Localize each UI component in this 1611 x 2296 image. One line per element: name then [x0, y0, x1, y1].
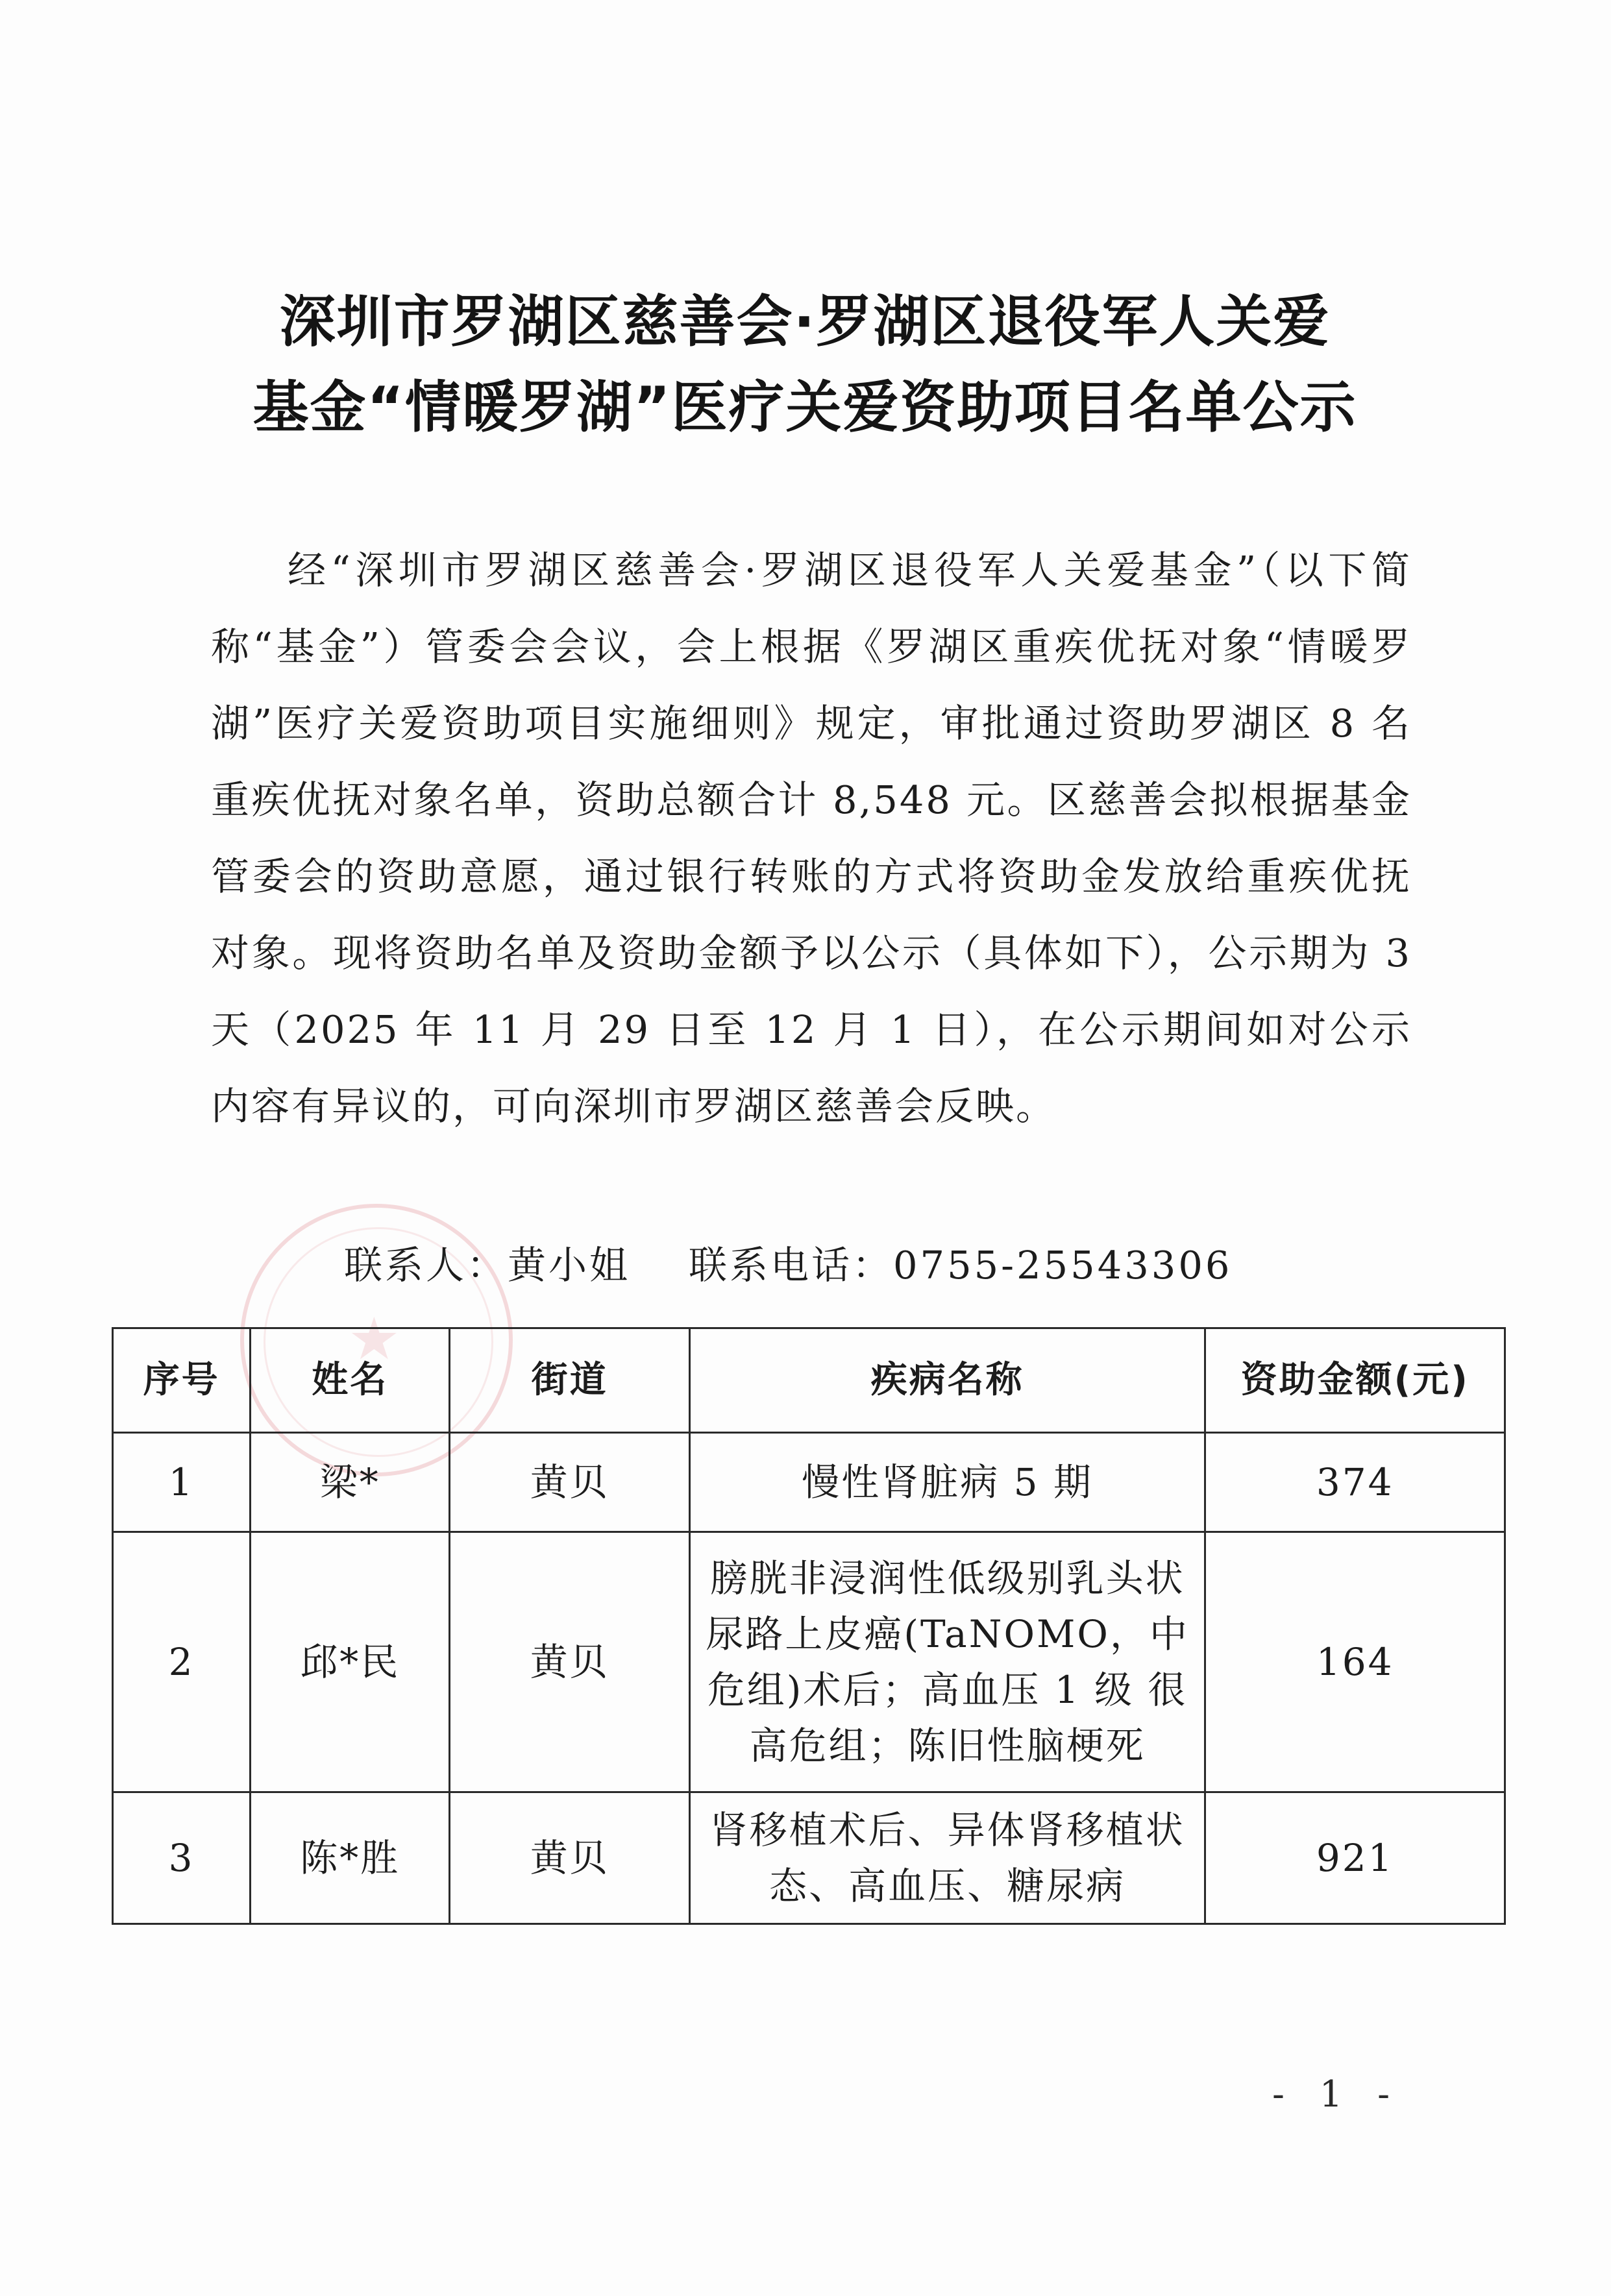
page-number: - 1 - — [1272, 2073, 1402, 2116]
header-disease: 疾病名称 — [689, 1328, 1205, 1433]
cell-amount: 921 — [1205, 1792, 1505, 1924]
cell-amount: 164 — [1205, 1532, 1505, 1792]
cell-street: 黄贝 — [450, 1532, 690, 1792]
cell-amount: 374 — [1205, 1433, 1505, 1532]
cell-disease: 膀胱非浸润性低级别乳头状尿路上皮癌(TaNOMO，中危组)术后；高血压 1 级 很高危组；陈旧性脑梗死 — [689, 1532, 1205, 1792]
table-row — [113, 1532, 1505, 1792]
cell-no: 2 — [113, 1532, 251, 1792]
cell-name: 邱*民 — [251, 1532, 450, 1792]
title-line-2: 基金“情暖罗湖”医疗关爱资助项目名单公示 — [252, 375, 1357, 440]
cell-disease: 慢性肾脏病 5 期 — [689, 1433, 1205, 1532]
header-amount: 资助金额(元) — [1205, 1328, 1505, 1433]
announcement-paragraph: 经“深圳市罗湖区慈善会·罗湖区退役军人关爱基金”（以下简称“基金”）管委会会议，会上根据《罗湖区重疾优抚对象“情暖罗湖”医疗关爱资助项目实施细则》规定，审批通过资助罗湖区 8 名重疾优抚对象名单，资助总额合计 8,548 元。区慈善会拟根据基金管委会的资助意愿，通过银行转账的方式将资助金发放给重疾优抚对象。现将资助名单及资助金额予以公示（具体如下），公示期为 3 天（2025 年 11 月 29 日至 12 月 1 日），在公示期间如对公示内容有异议的，可向深圳市罗湖区慈善会反映。 — [211, 548, 1412, 1129]
recipient-table — [112, 1327, 1506, 1925]
contact-phone: 联系电话：0755-25543306 — [689, 1243, 1233, 1288]
cell-street: 黄贝 — [450, 1433, 690, 1532]
table-row — [113, 1792, 1505, 1924]
announcement-body — [211, 532, 1412, 1145]
cell-name: 梁* — [251, 1433, 450, 1532]
cell-no: 3 — [113, 1792, 251, 1924]
table-row — [113, 1433, 1505, 1532]
seal-star-icon: ★ — [348, 1305, 400, 1373]
cell-street: 黄贝 — [450, 1792, 690, 1924]
contact-person: 联系人：黄小姐 — [344, 1243, 631, 1288]
header-no: 序号 — [113, 1328, 251, 1433]
table-header-row — [113, 1328, 1505, 1433]
document-title — [195, 279, 1415, 450]
header-street: 街道 — [450, 1328, 690, 1433]
contact-line — [344, 1240, 1232, 1291]
header-name: 姓名 — [251, 1328, 450, 1433]
cell-no: 1 — [113, 1433, 251, 1532]
cell-disease: 肾移植术后、异体肾移植状态、高血压、糖尿病 — [689, 1792, 1205, 1924]
cell-name: 陈*胜 — [251, 1792, 450, 1924]
title-line-1: 深圳市罗湖区慈善会·罗湖区退役军人关爱 — [279, 289, 1331, 354]
